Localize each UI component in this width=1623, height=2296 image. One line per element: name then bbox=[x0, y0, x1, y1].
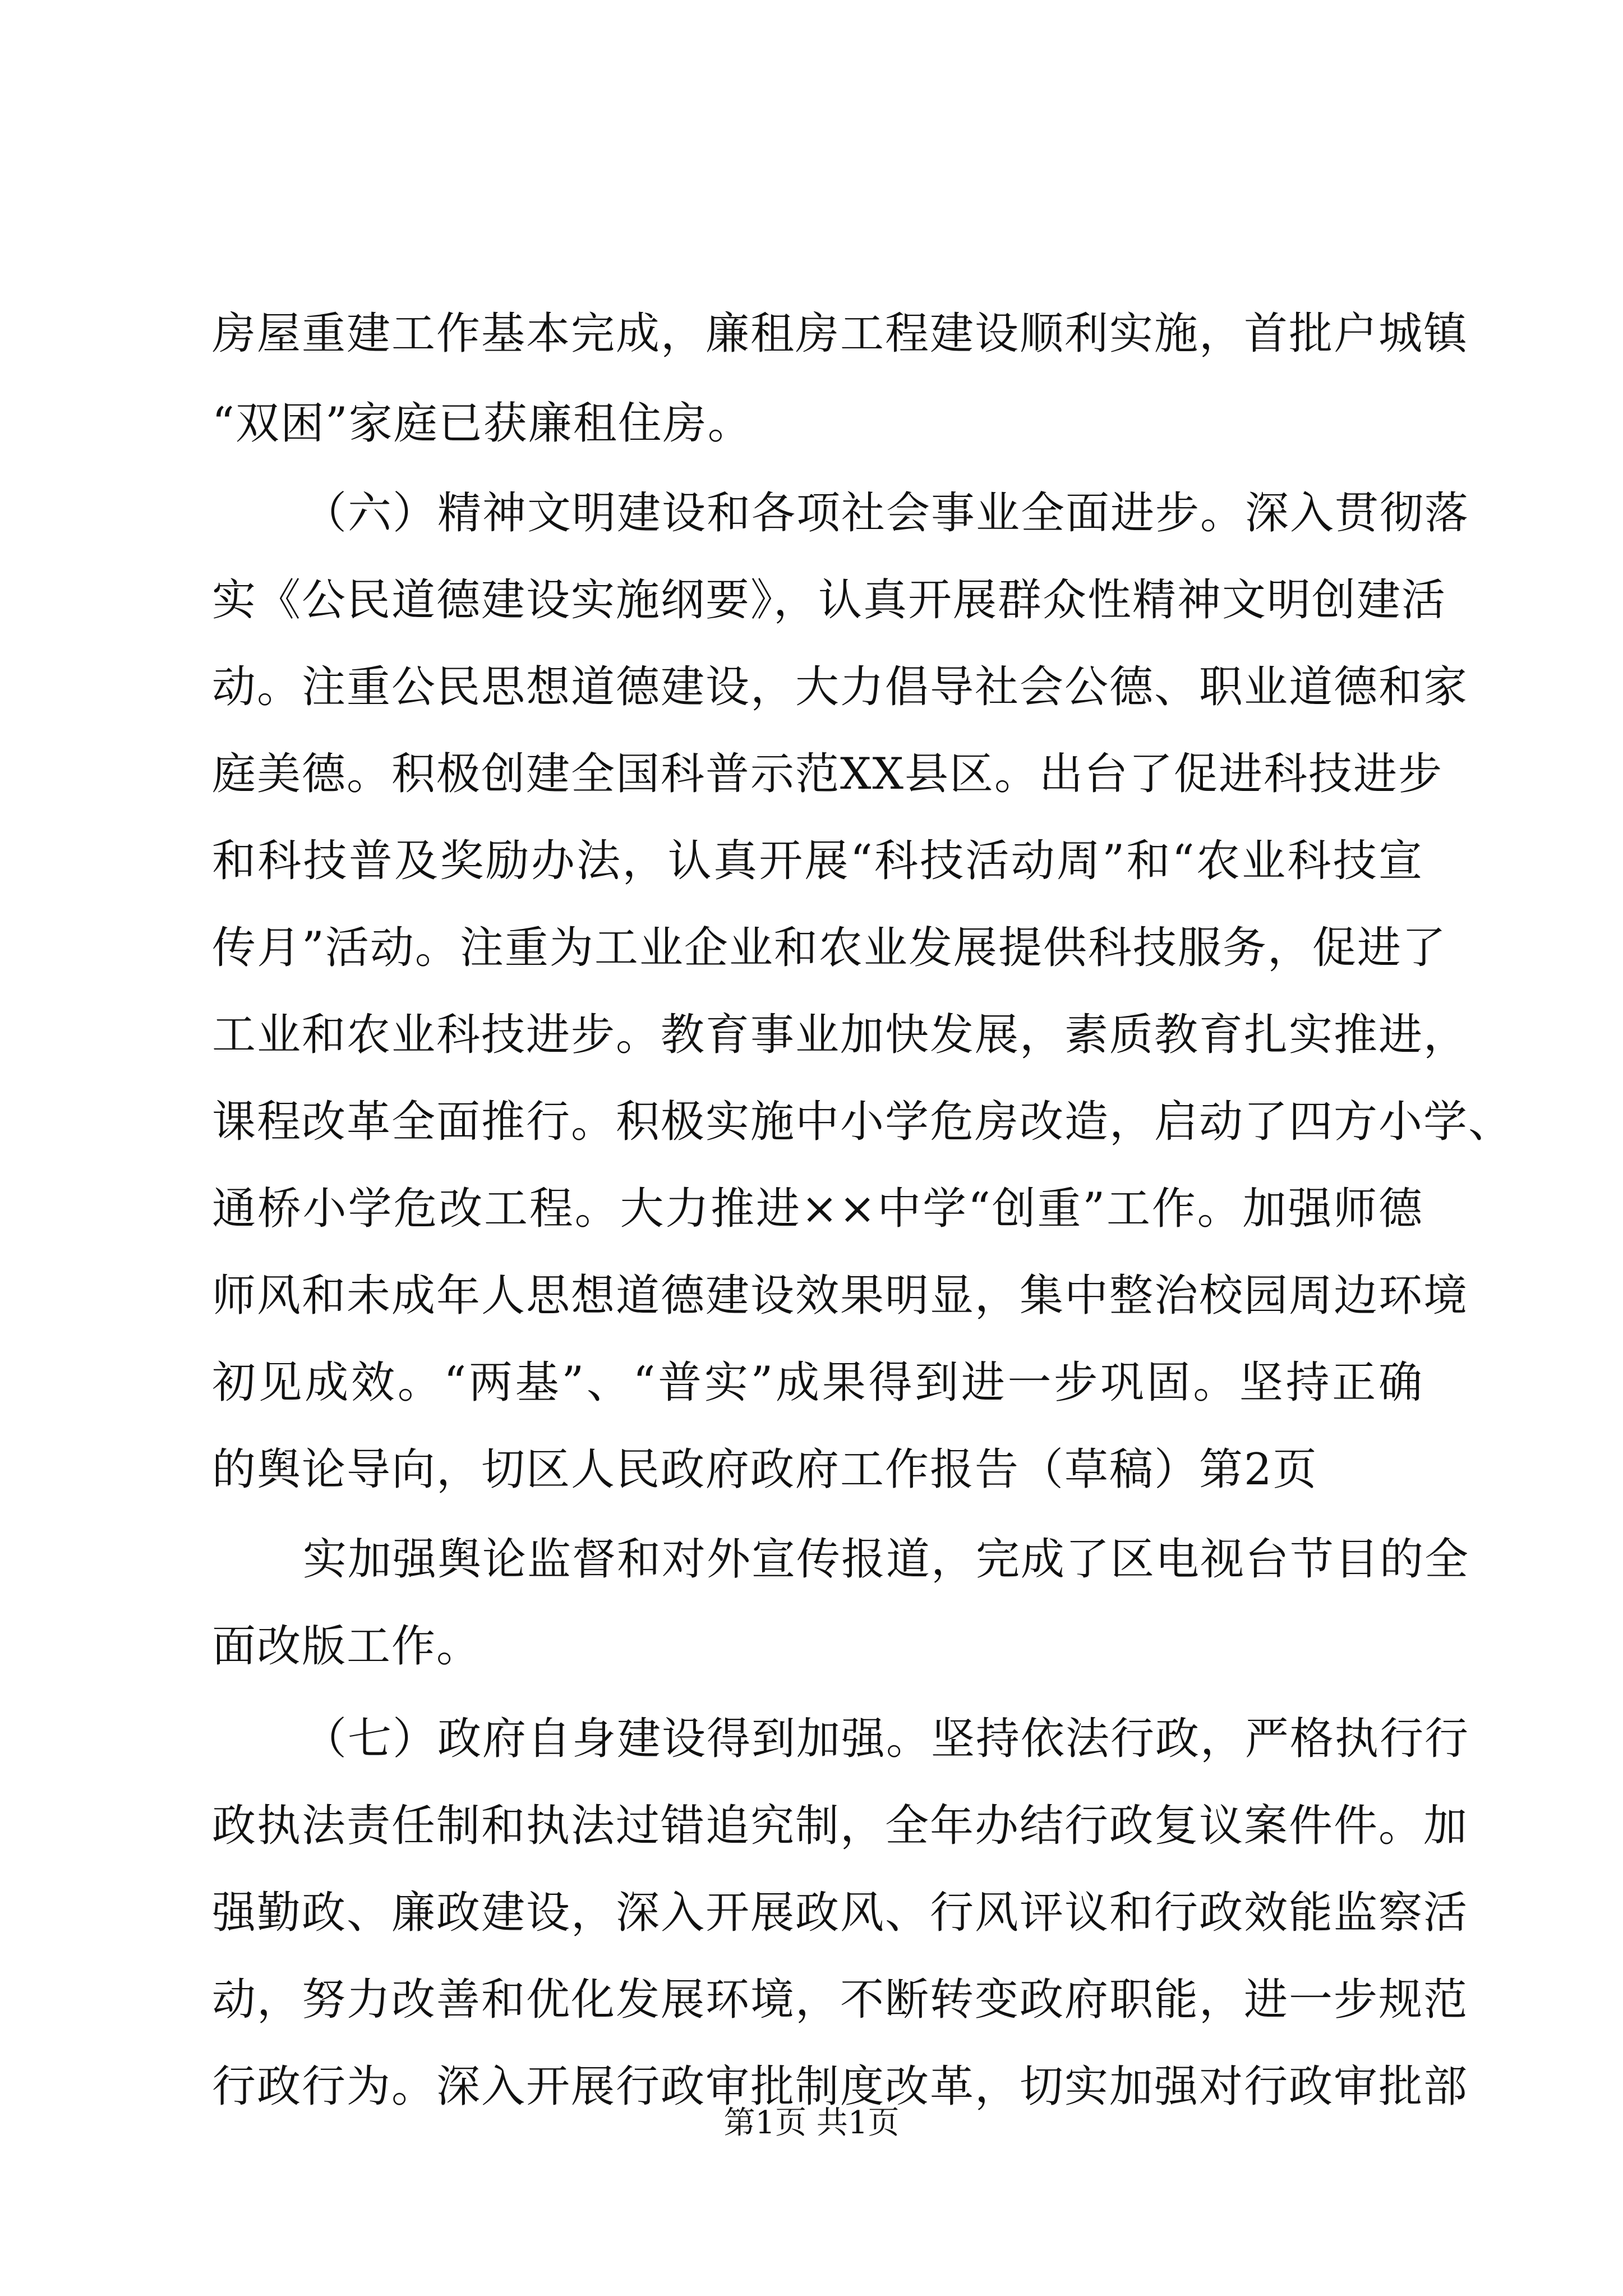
text-line: 动。注重公民思想道德建设，大力倡导社会公德、职业道德和家 bbox=[212, 662, 1469, 712]
text-line: 庭美德。积极创建全国科普示范XX县区。出台了促进科技进步 bbox=[212, 749, 1444, 799]
paragraph-heading-line: （七）政府自身建设得到加强。坚持依法行政，严格执行行 bbox=[303, 1714, 1470, 1764]
text-line: 行政行为。深入开展行政审批制度改革，切实加强对行政审批部 bbox=[212, 2062, 1469, 2112]
text-line: 师风和未成年人思想道德建设效果明显，集中整治校园周边环境 bbox=[212, 1271, 1469, 1321]
paragraph-heading-line: （六）精神文明建设和各项社会事业全面进步。深入贯彻落 bbox=[303, 488, 1470, 539]
text-line: 初见成效。“两基”、“普实”成果得到进一步巩固。坚持正确 bbox=[212, 1358, 1423, 1408]
text-line: 实加强舆论监督和对外宣传报道，完成了区电视台节目的全 bbox=[303, 1534, 1470, 1585]
text-line: 强勤政、廉政建设，深入开展政风、行风评议和行政效能监察活 bbox=[212, 1888, 1469, 1938]
text-line: 政执法责任制和执法过错追究制，全年办结行政复议案件件。加 bbox=[212, 1801, 1469, 1851]
text-line: 房屋重建工作基本完成，廉租房工程建设顺利实施，首批户城镇 bbox=[212, 309, 1469, 359]
text-line: 传月”活动。注重为工业企业和农业发展提供科技服务，促进了 bbox=[212, 923, 1447, 973]
text-line: 工业和农业科技进步。教育事业加快发展，素质教育扎实推进， bbox=[212, 1010, 1469, 1060]
text-line: 动，努力改善和优化发展环境，不断转变政府职能，进一步规范 bbox=[212, 1975, 1469, 2025]
text-line: 面改版工作。 bbox=[212, 1621, 482, 1672]
text-line: “双困”家庭已获廉租住房。 bbox=[212, 398, 753, 449]
text-line: 课程改革全面推行。积极实施中小学危房改造，启动了四方小学、 bbox=[212, 1097, 1514, 1147]
text-line: 通桥小学危改工程。大力推进××中学“创重”工作。加强师德 bbox=[212, 1184, 1423, 1234]
text-line: 实《公民道德建设实施纲要》，认真开展群众性精神文明创建活 bbox=[212, 575, 1447, 625]
text-line: 的舆论导向，切区人民政府政府工作报告（草稿）第2页 bbox=[212, 1444, 1318, 1495]
page-footer: 第1页 共1页 bbox=[723, 2105, 900, 2141]
text-line: 和科技普及奖励办法，认真开展“科技活动周”和“农业科技宣 bbox=[212, 836, 1423, 886]
